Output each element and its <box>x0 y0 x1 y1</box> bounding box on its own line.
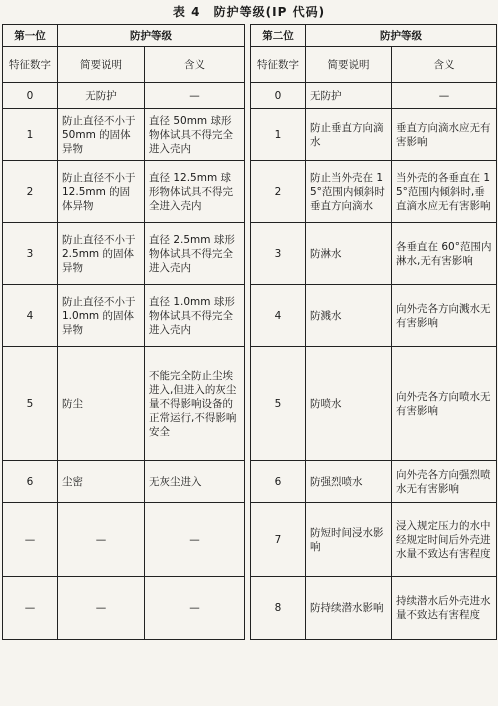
header-row-1 <box>3 25 497 47</box>
meaning-header-2: 含义 <box>392 47 497 83</box>
meaning-2-cell: 垂直方向滴水应无有害影响 <box>392 109 497 161</box>
feature-digit-2-cell: 3 <box>251 223 306 285</box>
meaning-1-cell: 无灰尘进入 <box>145 461 245 503</box>
meaning-1-cell: — <box>145 83 245 109</box>
brief-description-1-cell: 防止直径不小于 12.5mm 的固体异物 <box>58 161 145 223</box>
table-row <box>3 83 497 109</box>
brief-description-2-cell: 防淋水 <box>306 223 392 285</box>
brief-description-1-cell: 防止直径不小于 50mm 的固体异物 <box>58 109 145 161</box>
brief-description-1-cell: — <box>58 503 145 577</box>
table-number: 表 4 <box>172 5 201 19</box>
brief-description-2-cell: 防喷水 <box>306 347 392 461</box>
meaning-1-cell: 直径 12.5mm 球形物体试具不得完全进入壳内 <box>145 161 245 223</box>
meaning-2-cell: 各垂直在 60°范围内淋水,无有害影响 <box>392 223 497 285</box>
feature-digit-header-2: 特征数字 <box>251 47 306 83</box>
second-digit-header: 第二位 <box>251 25 306 47</box>
header-row-2 <box>3 47 497 83</box>
table-row <box>3 223 497 285</box>
meaning-1-cell: 直径 1.0mm 球形物体试具不得完全进入壳内 <box>145 285 245 347</box>
brief-description-2-cell: 防持续潜水影响 <box>306 577 392 640</box>
meaning-1-cell: — <box>145 503 245 577</box>
feature-digit-1-cell: 5 <box>3 347 58 461</box>
brief-description-1-cell: 防止直径不小于 1.0mm 的固体异物 <box>58 285 145 347</box>
protection-level-header-1: 防护等级 <box>58 25 245 47</box>
meaning-1-cell: — <box>145 577 245 640</box>
table-row <box>3 503 497 577</box>
meaning-1-cell: 不能完全防止尘埃进入,但进入的灰尘量不得影响设备的正常运行,不得影响安全 <box>145 347 245 461</box>
feature-digit-1-cell: 1 <box>3 109 58 161</box>
table-row <box>3 285 497 347</box>
brief-description-2-cell: 防强烈喷水 <box>306 461 392 503</box>
feature-digit-1-cell: 6 <box>3 461 58 503</box>
feature-digit-2-cell: 4 <box>251 285 306 347</box>
feature-digit-1-cell: 3 <box>3 223 58 285</box>
feature-digit-2-cell: 0 <box>251 83 306 109</box>
first-digit-header: 第一位 <box>3 25 58 47</box>
meaning-header-1: 含义 <box>145 47 245 83</box>
meaning-2-cell: 向外壳各方向喷水无有害影响 <box>392 347 497 461</box>
feature-digit-header-1: 特征数字 <box>3 47 58 83</box>
brief-description-1-cell: 防止直径不小于 2.5mm 的固体异物 <box>58 223 145 285</box>
table-caption <box>0 3 498 20</box>
feature-digit-2-cell: 2 <box>251 161 306 223</box>
feature-digit-2-cell: 7 <box>251 503 306 577</box>
brief-description-header-1: 简要说明 <box>58 47 145 83</box>
table-row <box>3 161 497 223</box>
feature-digit-1-cell: 2 <box>3 161 58 223</box>
meaning-2-cell: — <box>392 83 497 109</box>
feature-digit-1-cell: — <box>3 577 58 640</box>
meaning-2-cell: 向外壳各方向溅水无有害影响 <box>392 285 497 347</box>
meaning-2-cell: 向外壳各方向强烈喷水无有害影响 <box>392 461 497 503</box>
table-row <box>3 577 497 640</box>
brief-description-1-cell: — <box>58 577 145 640</box>
meaning-1-cell: 直径 50mm 球形物体试具不得完全进入壳内 <box>145 109 245 161</box>
feature-digit-2-cell: 5 <box>251 347 306 461</box>
brief-description-header-2: 简要说明 <box>306 47 392 83</box>
brief-description-1-cell: 尘密 <box>58 461 145 503</box>
brief-description-1-cell: 无防护 <box>58 83 145 109</box>
meaning-2-cell: 浸入规定压力的水中经规定时间后外壳进水量不致达有害程度 <box>392 503 497 577</box>
meaning-2-cell: 持续潜水后外壳进水量不致达有害程度 <box>392 577 497 640</box>
feature-digit-2-cell: 1 <box>251 109 306 161</box>
ip-code-table <box>2 24 497 640</box>
brief-description-2-cell: 防止当外壳在 15°范围内倾斜时垂直方向滴水 <box>306 161 392 223</box>
brief-description-2-cell: 防止垂直方向滴水 <box>306 109 392 161</box>
brief-description-2-cell: 防溅水 <box>306 285 392 347</box>
table-row <box>3 461 497 503</box>
meaning-2-cell: 当外壳的各垂直在 15°范围内倾斜时,垂直滴水应无有害影响 <box>392 161 497 223</box>
meaning-1-cell: 直径 2.5mm 球形物体试具不得完全进入壳内 <box>145 223 245 285</box>
feature-digit-1-cell: — <box>3 503 58 577</box>
protection-level-header-2: 防护等级 <box>306 25 497 47</box>
feature-digit-1-cell: 0 <box>3 83 58 109</box>
table-title: 防护等级(IP 代码) <box>213 5 326 19</box>
brief-description-2-cell: 防短时间浸水影响 <box>306 503 392 577</box>
table-row <box>3 109 497 161</box>
feature-digit-1-cell: 4 <box>3 285 58 347</box>
table-row <box>3 347 497 461</box>
brief-description-2-cell: 无防护 <box>306 83 392 109</box>
brief-description-1-cell: 防尘 <box>58 347 145 461</box>
feature-digit-2-cell: 8 <box>251 577 306 640</box>
feature-digit-2-cell: 6 <box>251 461 306 503</box>
